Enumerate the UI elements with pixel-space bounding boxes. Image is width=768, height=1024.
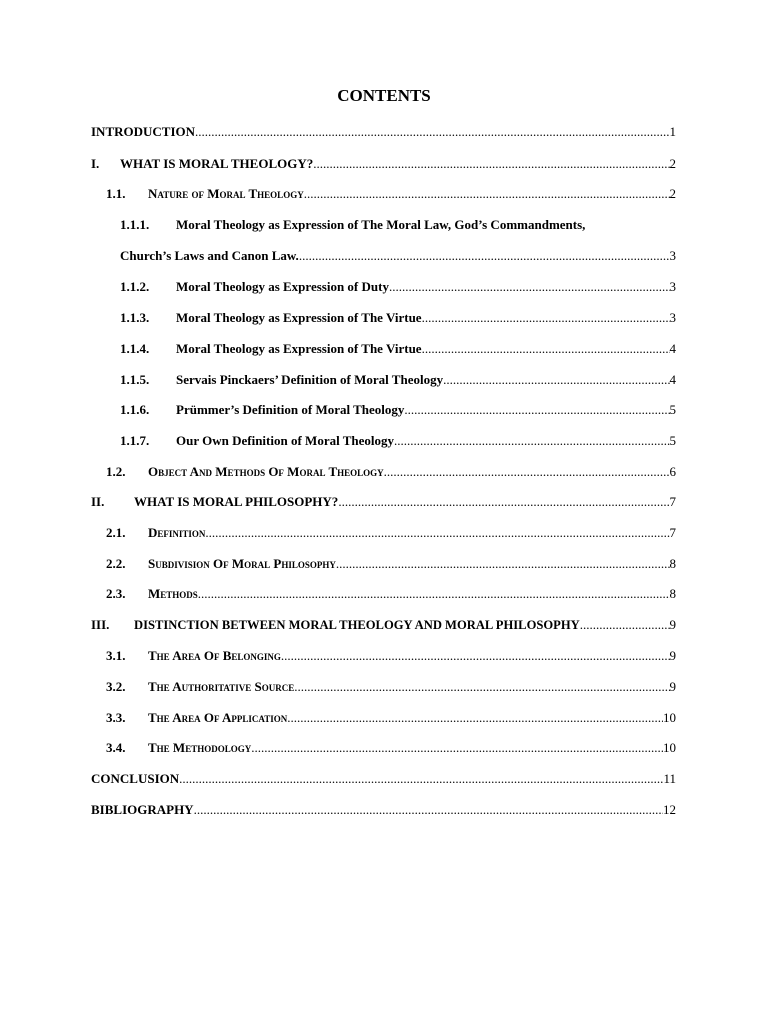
toc-entry-number: 1.1.7.: [120, 433, 150, 448]
dot-leader: [194, 800, 663, 820]
toc-entry-text: Moral Theology as Expression of The Virtue: [176, 341, 422, 356]
toc-entry-text: The Area Of Application: [148, 710, 288, 725]
toc-entry-text: The Authoritative Source: [148, 679, 295, 694]
toc-page-number: 3: [669, 279, 676, 294]
toc-entry-number: 2.1.: [106, 525, 126, 540]
toc-entry-number: 1.1.: [106, 186, 126, 201]
toc-page-number: 5: [669, 433, 676, 448]
toc-entry-text: DISTINCTION BETWEEN MORAL THEOLOGY AND MORAL PHILOSOPHY: [134, 618, 580, 632]
toc-entry[interactable]: [0, 431, 768, 451]
toc-page-number: 9: [669, 617, 676, 632]
dot-leader: [389, 277, 670, 297]
toc-entry[interactable]: [0, 738, 768, 758]
toc-entry-number: 3.3.: [106, 710, 126, 725]
toc-entry[interactable]: [0, 677, 768, 697]
toc-title: CONTENTS: [337, 86, 431, 105]
toc-page-number: 9: [669, 648, 676, 663]
dot-leader: [404, 400, 669, 420]
toc-entry-text: Church’s Laws and Canon Law.: [120, 248, 299, 263]
toc-entry-text: Subdivision Of Moral Philosophy: [148, 556, 336, 571]
toc-entry[interactable]: [0, 492, 768, 512]
dot-leader: [338, 492, 669, 512]
toc-entry-text: The Area Of Belonging: [148, 648, 281, 663]
toc-entry[interactable]: [0, 615, 768, 635]
toc-entry[interactable]: [0, 122, 768, 142]
toc-entry-text: WHAT IS MORAL THEOLOGY?: [120, 156, 314, 171]
toc-entry-number: 1.1.4.: [120, 341, 150, 356]
toc-entry-number: 1.1.2.: [120, 279, 150, 294]
dot-leader: [443, 370, 669, 390]
toc-entry[interactable]: [0, 769, 768, 789]
dot-leader: [198, 584, 670, 604]
toc-page-number: 5: [669, 402, 676, 417]
toc-entry[interactable]: [0, 215, 768, 235]
toc-entry[interactable]: [0, 523, 768, 543]
toc-entry-number: 3.2.: [106, 679, 126, 694]
toc-entry[interactable]: [0, 462, 768, 482]
toc-page-number: 8: [669, 586, 676, 601]
toc-page-number: 7: [669, 494, 676, 509]
toc-entry-text: Moral Theology as Expression of Duty: [176, 279, 389, 294]
toc-entry-number: 2.3.: [106, 586, 126, 601]
toc-page-number: 2: [669, 186, 676, 201]
dot-leader: [384, 462, 670, 482]
toc-entry-text: Object And Methods Of Moral Theology: [148, 464, 384, 479]
dot-leader: [281, 646, 670, 666]
toc-entry-text: Moral Theology as Expression of The Moral Law, God’s Commandments,: [176, 217, 586, 232]
toc-page-number: 4: [669, 372, 676, 387]
toc-entry[interactable]: [0, 554, 768, 574]
dot-leader: [313, 154, 669, 174]
toc-entry[interactable]: [0, 339, 768, 359]
toc-entry-text: BIBLIOGRAPHY: [91, 802, 194, 817]
dot-leader: [336, 554, 670, 574]
toc-entry-text: CONCLUSION: [91, 771, 180, 786]
toc-entry-number: 1.1.3.: [120, 310, 150, 325]
toc-page-number: 7: [669, 525, 676, 540]
toc-entry[interactable]: [0, 154, 768, 174]
toc-entry-number: 1.1.5.: [120, 372, 150, 387]
dot-leader: [294, 677, 669, 697]
toc-entry-text: Nature of Moral Theology: [148, 186, 304, 201]
toc-entry-number: 1.2.: [106, 464, 126, 479]
dot-leader: [299, 246, 670, 266]
toc-entry-text: Moral Theology as Expression of The Virtue: [176, 310, 422, 325]
toc-entry-text: WHAT IS MORAL PHILOSOPHY?: [134, 494, 339, 509]
toc-page-number: 11: [663, 771, 676, 786]
toc-page-number: 3: [669, 248, 676, 263]
toc-entry[interactable]: [0, 184, 768, 204]
toc-entry[interactable]: [0, 277, 768, 297]
dot-leader: [394, 431, 670, 451]
dot-leader: [422, 308, 670, 328]
toc-page-number: 6: [669, 464, 676, 479]
toc-entry-number: I.: [91, 156, 100, 171]
toc-entry-number: II.: [91, 494, 105, 509]
toc-page-number: 3: [669, 310, 676, 325]
toc-entry-number: 1.1.6.: [120, 402, 150, 417]
dot-leader: [205, 523, 669, 543]
toc-entry-text: Our Own Definition of Moral Theology: [176, 433, 394, 448]
toc-entry[interactable]: [0, 708, 768, 728]
dot-leader: [287, 708, 663, 728]
toc-page-number: 4: [669, 341, 676, 356]
toc-page-number: 10: [663, 740, 676, 755]
dot-leader: [179, 769, 663, 789]
toc-entry[interactable]: [0, 584, 768, 604]
toc-entry-number: 3.4.: [106, 740, 126, 755]
toc-page-number: 12: [663, 802, 676, 817]
dot-leader: [195, 122, 669, 142]
toc-entry-text: Methods: [148, 586, 198, 601]
dot-leader: [580, 615, 670, 635]
toc-entry-number: 3.1.: [106, 648, 126, 663]
toc-entry-number: III.: [91, 617, 110, 632]
toc-page-number: 8: [669, 556, 676, 571]
dot-leader: [422, 339, 670, 359]
toc-page-number: 1: [669, 124, 676, 139]
toc-entry-text: Definition: [148, 525, 206, 540]
toc-entry-number: 1.1.1.: [120, 217, 150, 232]
dot-leader: [251, 738, 663, 758]
toc-page-number: 10: [663, 710, 676, 725]
toc-entry-continuation[interactable]: [0, 246, 768, 266]
toc-entry-text: The Methodology: [148, 740, 252, 755]
toc-entry-text: Prümmer’s Definition of Moral Theology: [176, 402, 405, 417]
toc-entry-text: INTRODUCTION: [91, 124, 196, 139]
toc-entry[interactable]: [0, 370, 768, 390]
toc-entry[interactable]: [0, 800, 768, 820]
toc-entry-text: Servais Pinckaers’ Definition of Moral Theology: [176, 372, 444, 387]
toc-page-number: 2: [669, 156, 676, 171]
toc-entry[interactable]: [0, 400, 768, 420]
toc-page-number: 9: [669, 679, 676, 694]
toc-entry[interactable]: [0, 308, 768, 328]
toc-entry-number: 2.2.: [106, 556, 126, 571]
dot-leader: [304, 184, 670, 204]
toc-entry[interactable]: [0, 646, 768, 666]
